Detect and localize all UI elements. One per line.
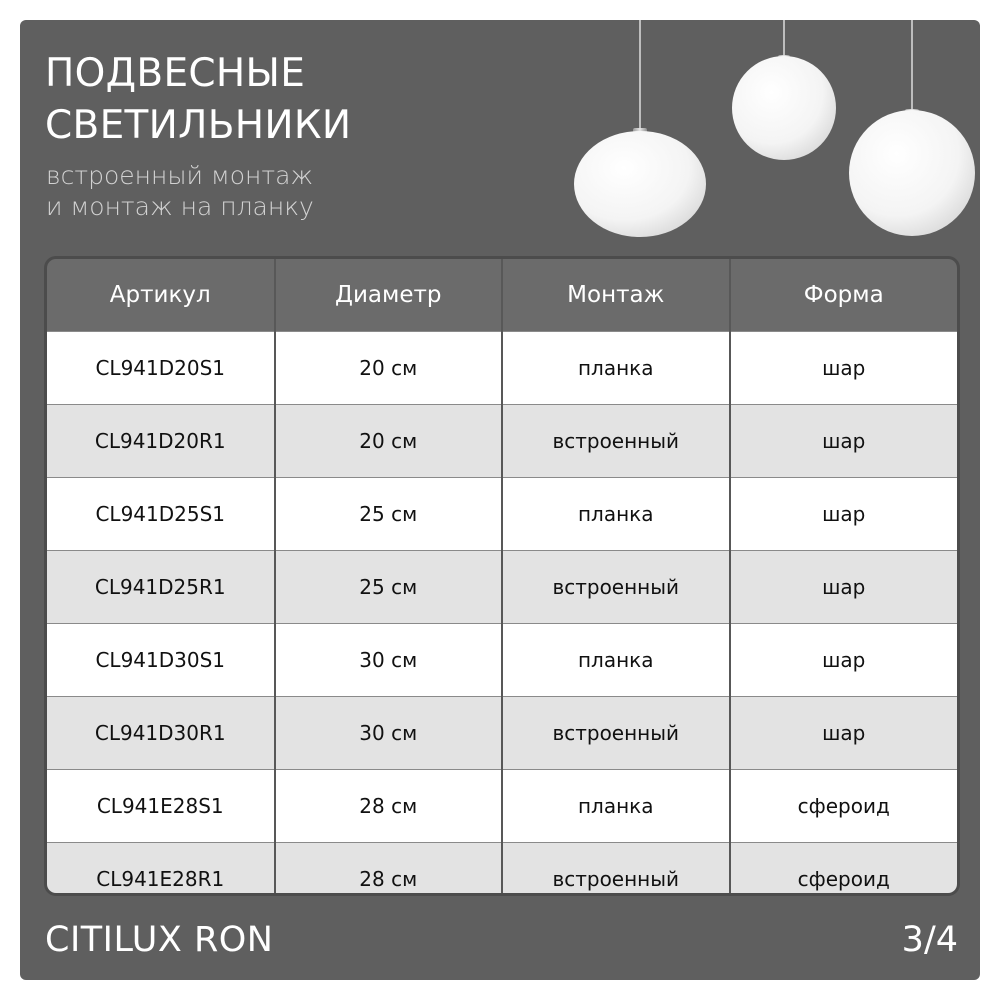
table-row xyxy=(47,770,957,843)
column-header-article: Артикул xyxy=(47,259,275,332)
cell-article: CL941D20R1 xyxy=(47,405,275,478)
column-header-diameter: Диаметр xyxy=(275,259,503,332)
brand-name: CITILUX RON xyxy=(45,920,274,960)
cell-article: CL941D30S1 xyxy=(47,624,275,697)
specs-table-container xyxy=(44,256,960,896)
cell-shape: шар xyxy=(730,551,958,624)
cell-mounting: встроенный xyxy=(502,551,730,624)
title-line-1: ПОДВЕСНЫЕ xyxy=(45,51,306,96)
cell-shape: шар xyxy=(730,697,958,770)
product-card xyxy=(20,20,980,980)
cell-mounting: встроенный xyxy=(502,697,730,770)
subtitle-line-2: и монтаж на планку xyxy=(46,192,314,221)
column-header-shape: Форма xyxy=(730,259,958,332)
cell-diameter: 20 см xyxy=(275,332,503,405)
pendant-lamps-image xyxy=(560,20,980,250)
cell-mounting: планка xyxy=(502,624,730,697)
page-indicator: 3/4 xyxy=(901,920,958,960)
page-title xyxy=(45,48,351,152)
title-line-2: СВЕТИЛЬНИКИ xyxy=(45,103,352,148)
specs-table xyxy=(47,259,957,896)
cell-diameter: 28 см xyxy=(275,770,503,843)
table-row xyxy=(47,478,957,551)
cell-diameter: 25 см xyxy=(275,551,503,624)
subtitle-line-1: встроенный монтаж xyxy=(46,161,314,190)
cell-article: CL941D25S1 xyxy=(47,478,275,551)
spheroid-lamp xyxy=(574,20,706,237)
cell-article: CL941E28S1 xyxy=(47,770,275,843)
cell-article: CL941D30R1 xyxy=(47,697,275,770)
cell-diameter: 28 см xyxy=(275,843,503,897)
small-sphere-lamp xyxy=(732,20,836,160)
cell-shape: шар xyxy=(730,405,958,478)
cell-shape: шар xyxy=(730,478,958,551)
table-row xyxy=(47,332,957,405)
cell-mounting: встроенный xyxy=(502,405,730,478)
cell-shape: шар xyxy=(730,332,958,405)
cell-article: CL941E28R1 xyxy=(47,843,275,897)
page-subtitle xyxy=(46,160,314,222)
table-row xyxy=(47,405,957,478)
cell-diameter: 30 см xyxy=(275,697,503,770)
cell-mounting: планка xyxy=(502,478,730,551)
cell-shape: сфероид xyxy=(730,770,958,843)
cell-diameter: 25 см xyxy=(275,478,503,551)
table-header-row xyxy=(47,259,957,332)
cell-shape: сфероид xyxy=(730,843,958,897)
cell-shape: шар xyxy=(730,624,958,697)
cell-article: CL941D20S1 xyxy=(47,332,275,405)
column-header-mounting: Монтаж xyxy=(502,259,730,332)
table-row xyxy=(47,697,957,770)
cell-mounting: планка xyxy=(502,770,730,843)
cell-mounting: встроенный xyxy=(502,843,730,897)
table-row xyxy=(47,551,957,624)
cell-diameter: 30 см xyxy=(275,624,503,697)
cell-article: CL941D25R1 xyxy=(47,551,275,624)
large-sphere-lamp xyxy=(849,20,975,236)
cell-diameter: 20 см xyxy=(275,405,503,478)
cell-mounting: планка xyxy=(502,332,730,405)
table-row xyxy=(47,624,957,697)
table-row xyxy=(47,843,957,897)
